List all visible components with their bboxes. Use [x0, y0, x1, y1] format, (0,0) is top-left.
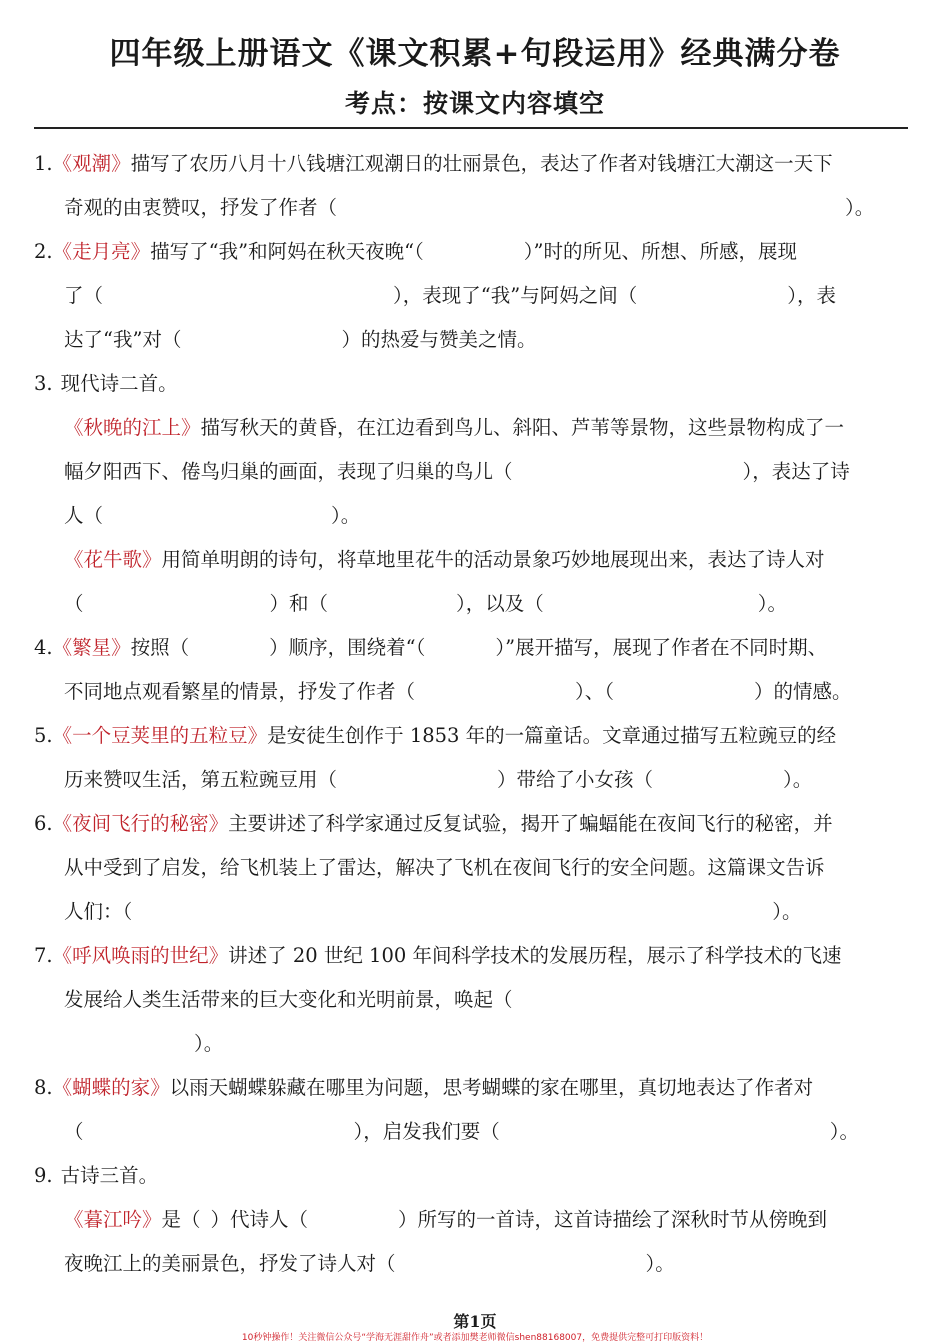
q9-poem1-line-2 — [34, 1242, 908, 1286]
q1-line-2 — [34, 186, 908, 230]
q6-book-title: 《夜间飞行的秘密》 — [52, 812, 229, 835]
q8-text: （ — [64, 1120, 84, 1143]
q3-text: 幅夕阳西下、倦鸟归巢的画面，表现了归巢的鸟儿（ — [64, 460, 513, 483]
q6-line-1 — [34, 802, 908, 846]
question-list — [34, 142, 908, 1286]
q9-poem1-line-1 — [34, 1198, 908, 1242]
q8-number: 8. — [34, 1076, 53, 1099]
q7-number: 7. — [34, 944, 53, 967]
q6-line-2 — [34, 846, 908, 890]
q4-text: ）顺序，围绕着“（ — [269, 636, 426, 659]
q6-line-3 — [34, 890, 908, 934]
q7-text: 讲述了 20 世纪 100 年间科学技术的发展历程，展示了科学技术的飞速 — [228, 944, 842, 967]
q3-text: （ — [64, 592, 84, 615]
q5-text: 是安徒生创作于 1853 年的一篇童话。文章通过描写五粒豌豆的经 — [267, 724, 837, 747]
q2-line-3 — [34, 318, 908, 362]
q8-text: 以雨天蝴蝶躲藏在哪里为问题，思考蝴蝶的家在哪里，真切地表达了作者对 — [169, 1076, 814, 1099]
q1-number: 1. — [34, 152, 53, 175]
q2-text: 了（ — [64, 284, 104, 307]
q3-text: 描写秋天的黄昏，在江边看到鸟儿、斜阳、芦苇等景物，这些景物构成了一 — [200, 416, 845, 439]
q5-book-title: 《一个豆荚里的五粒豆》 — [52, 724, 268, 747]
q5-line-2 — [34, 758, 908, 802]
q7-text: ）。 — [194, 1032, 224, 1055]
page-subtitle: 考点：按课文内容填空 — [344, 89, 605, 118]
q3-poem2-title: 《花牛歌》 — [64, 548, 162, 571]
q3-text: 人（ — [64, 504, 104, 527]
q6-text: 从中受到了启发，给飞机装上了雷达，解决了飞机在夜间飞行的安全问题。这篇课文告诉 — [64, 856, 825, 879]
q3-poem1-line-2 — [34, 450, 908, 494]
footer-note: 10秒钟操作！关注微信公众号“学海无涯甜作舟”或者添加樊老师微信shen88168007，免费提供完整可打印版资料！ — [241, 1333, 709, 1343]
q2-line-2 — [34, 274, 908, 318]
q4-number: 4. — [34, 636, 53, 659]
q8-text: ），启发我们要（ — [353, 1120, 500, 1143]
q5-text: ）。 — [783, 768, 813, 791]
q2-text: ）的热爱与赞美之情。 — [341, 328, 537, 351]
q1-text: 描写了农历八月十八钱塘江观潮日的壮丽景色，表达了作者对钱塘江大潮这一天下 — [130, 152, 833, 175]
q2-text: ），表 — [787, 284, 836, 307]
q3-poem2-line-1 — [34, 538, 908, 582]
q3-poem1-title: 《秋晚的江上》 — [64, 416, 201, 439]
q2-line-1 — [34, 230, 908, 274]
q9-text: ）代诗人（ — [210, 1208, 309, 1231]
q3-text: ）。 — [331, 504, 361, 527]
q3-text: 用简单明朗的诗句，将草地里花牛的活动景象巧妙地展现出来，表达了诗人对 — [161, 548, 825, 571]
q9-line-1 — [34, 1154, 908, 1198]
q9-text: 夜晚江上的美丽景色，抒发了诗人对（ — [64, 1252, 396, 1275]
q3-line-1 — [34, 362, 908, 406]
q3-text: ），表达了诗 — [742, 460, 850, 483]
q2-text: ），表现了“我”与阿妈之间（ — [393, 284, 638, 307]
q8-book-title: 《蝴蝶的家》 — [52, 1076, 170, 1099]
q3-text: ），以及（ — [456, 592, 544, 615]
q5-text: 历来赞叹生活，第五粒豌豆用（ — [64, 768, 338, 791]
q1-line-1 — [34, 142, 908, 186]
q9-text: 是（ — [161, 1208, 201, 1231]
q7-book-title: 《呼风唤雨的世纪》 — [52, 944, 229, 967]
page-title: 四年级上册语文《课文积累+句段运用》经典满分卷 — [109, 36, 841, 72]
q3-text: ）和（ — [269, 592, 329, 615]
q2-book-title: 《走月亮》 — [52, 240, 151, 263]
q7-line-2 — [34, 978, 908, 1022]
q9-poem1-title: 《暮江吟》 — [64, 1208, 162, 1231]
q9-number: 9. — [34, 1164, 53, 1187]
q6-text: 人们：（ — [64, 900, 133, 923]
q5-text: ）带给了小女孩（ — [497, 768, 654, 791]
q7-text: 发展给人类生活带来的巨大变化和光明前景，唤起（ — [64, 988, 513, 1011]
q4-line-1 — [34, 626, 908, 670]
q9-text: ）所写的一首诗，这首诗描绘了深秋时节从傍晚到 — [398, 1208, 828, 1231]
q1-text: ）。 — [845, 196, 875, 219]
q4-text: ）、（ — [575, 680, 615, 703]
q3-number: 3. — [34, 372, 53, 395]
q9-text: ）。 — [645, 1252, 675, 1275]
q6-text: 主要讲述了科学家通过反复试验，揭开了蝙蝠能在夜间飞行的秘密，并 — [228, 812, 833, 835]
q7-line-1 — [34, 934, 908, 978]
q8-line-2 — [34, 1110, 908, 1154]
q4-book-title: 《繁星》 — [52, 636, 131, 659]
q3-poem1-line-1 — [34, 406, 908, 450]
q4-text: 按照（ — [130, 636, 190, 659]
page-number: 第1页 — [453, 1312, 497, 1331]
q4-text: ）”展开描写，展现了作者在不同时期、 — [495, 636, 828, 659]
header-divider — [34, 127, 908, 129]
q6-text: ）。 — [772, 900, 802, 923]
q4-line-2 — [34, 670, 908, 714]
q3-heading: 现代诗二首。 — [60, 372, 178, 395]
q8-line-1 — [34, 1066, 908, 1110]
q3-poem1-line-3 — [34, 494, 908, 538]
q1-text: 奇观的由衷赞叹，抒发了作者（ — [64, 196, 338, 219]
q2-number: 2. — [34, 240, 53, 263]
q5-number: 5. — [34, 724, 53, 747]
q4-text: ）的情感。 — [754, 680, 852, 703]
q4-text: 不同地点观看繁星的情景，抒发了作者（ — [64, 680, 416, 703]
q8-text: ）。 — [829, 1120, 860, 1143]
q9-heading: 古诗三首。 — [60, 1164, 159, 1187]
q7-line-3 — [34, 1022, 908, 1066]
q3-poem2-line-2 — [34, 582, 908, 626]
q2-text: ）”时的所见、所想、所感，展现 — [523, 240, 798, 263]
q3-text: ）。 — [757, 592, 788, 615]
q2-text: 描写了“我”和阿妈在秋天夜晚“（ — [150, 240, 424, 263]
q1-book-title: 《观潮》 — [52, 152, 131, 175]
q2-text: 达了“我”对（ — [64, 328, 182, 351]
q5-line-1 — [34, 714, 908, 758]
q6-number: 6. — [34, 812, 53, 835]
